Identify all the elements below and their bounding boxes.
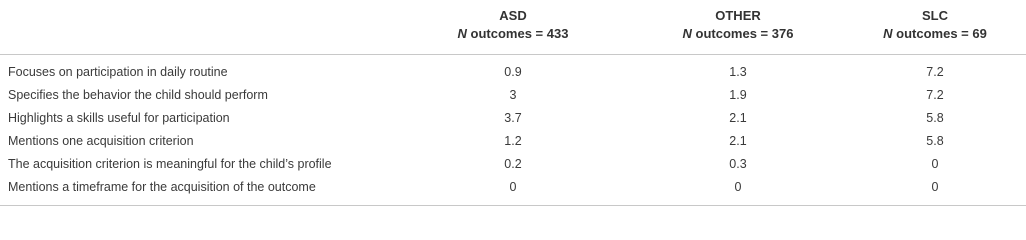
header-slc-name: SLC bbox=[922, 8, 948, 23]
row-label: Mentions a timeframe for the acquisition of the outcome bbox=[0, 176, 394, 206]
header-asd bbox=[394, 0, 632, 55]
header-other bbox=[632, 0, 844, 55]
header-blank-cell bbox=[0, 0, 394, 55]
header-slc-count: N outcomes = 69 bbox=[883, 26, 987, 41]
row-label: Mentions one acquisition criterion bbox=[8, 134, 194, 148]
cell-asd: 3 bbox=[509, 88, 517, 102]
cell-asd: 0 bbox=[394, 176, 632, 206]
cell-asd: 1.2 bbox=[504, 134, 522, 148]
header-asd-count: N outcomes = 433 bbox=[457, 26, 569, 41]
header-other-count: N outcomes = 376 bbox=[682, 26, 794, 41]
header-asd-name: ASD bbox=[499, 8, 527, 23]
cell-slc: 5.8 bbox=[926, 134, 944, 148]
table-row bbox=[0, 153, 1026, 176]
table-row bbox=[0, 84, 1026, 107]
table-row bbox=[0, 55, 1026, 85]
cell-slc: 0 bbox=[931, 157, 939, 171]
header-row bbox=[0, 0, 1026, 55]
row-label: Highlights a skills useful for participation bbox=[8, 111, 230, 125]
table-body bbox=[0, 55, 1026, 206]
cell-other: 0.3 bbox=[729, 157, 747, 171]
cell-slc: 0 bbox=[844, 176, 1026, 206]
cell-asd: 0.2 bbox=[504, 157, 522, 171]
row-label: The acquisition criterion is meaningful for the child’s profile bbox=[8, 157, 332, 171]
cell-slc: 7.2 bbox=[926, 88, 944, 102]
row-label: Specifies the behavior the child should perform bbox=[8, 88, 268, 102]
cell-asd: 3.7 bbox=[504, 111, 522, 125]
table-row bbox=[0, 130, 1026, 153]
cell-slc: 5.8 bbox=[926, 111, 944, 125]
table-row bbox=[0, 107, 1026, 130]
row-label: Focuses on participation in daily routine bbox=[8, 65, 228, 79]
table-row bbox=[0, 176, 1026, 206]
cell-other: 2.1 bbox=[729, 111, 747, 125]
cell-other: 0 bbox=[632, 176, 844, 206]
cell-other: 2.1 bbox=[729, 134, 747, 148]
cell-asd: 0.9 bbox=[504, 65, 522, 79]
header-other-name: OTHER bbox=[715, 8, 761, 23]
cell-other: 1.3 bbox=[729, 65, 747, 79]
header-slc bbox=[844, 0, 1026, 55]
cell-slc: 7.2 bbox=[926, 65, 944, 79]
table-header bbox=[0, 0, 1026, 55]
cell-other: 1.9 bbox=[729, 88, 747, 102]
